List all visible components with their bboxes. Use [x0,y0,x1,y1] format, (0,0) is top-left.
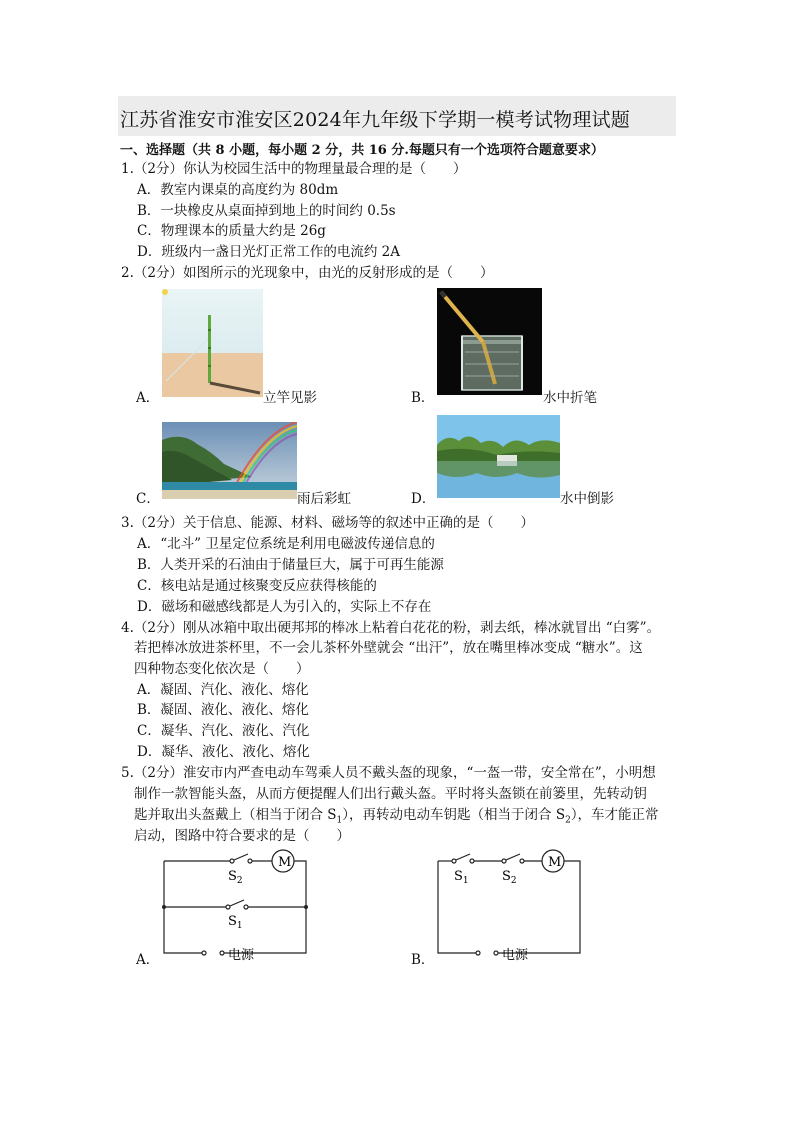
q2-caption-c: 雨后彩虹 [297,491,351,507]
q5-stem-line-2: 制作一款智能头盔，从而方便提醒人们出行戴头盔。平时将头盔锁在前篓里，先转动钥 [134,786,647,802]
q2-letter-d: D． [411,491,436,507]
motor-label: M [548,855,562,870]
circuit-diagram-b [424,845,594,965]
q4-option-a: A．凝固、汽化、液化、熔化 [137,682,309,698]
switch-s2-label: $S_2$ [502,869,517,886]
water-reflection-image [437,415,560,498]
power-source-label: 电源 [228,948,255,963]
q2-caption-b: 水中折笔 [543,390,597,406]
motor-label: M [278,855,292,870]
q5-stem-line-1: 5.（2分）淮安市内严查电动车驾乘人员不戴头盔的现象，“一盔一带，安全常在”，小明想 [121,765,656,781]
q5-letter-a: A． [136,952,160,968]
q5-stem-line-4: 启动，图路中符合要求的是（ ） [134,828,350,844]
q3-option-b: B．人类开采的石油由于储量巨大，属于可再生能源 [137,557,444,573]
pole-shadow-image [162,289,263,397]
q1-option-b: B．一块橡皮从桌面掉到地上的时间约 0.5s [137,203,396,219]
q3-option-d: D．磁场和磁感线都是人为引入的，实际上不存在 [137,599,432,615]
q2-stem: 2.（2分）如图所示的光现象中，由光的反射形成的是（ ） [121,265,494,281]
q4-option-c: C．凝华、汽化、液化、汽化 [137,723,310,739]
q3-option-a: A．“北斗” 卫星定位系统是利用电磁波传递信息的 [137,536,435,552]
rainbow-image [162,422,297,499]
switch-s2-label: $S_2$ [228,869,243,886]
q4-option-d: D．凝华、液化、液化、熔化 [137,744,310,760]
page-title: 江苏省淮安市淮安区2024年九年级下学期一模考试物理试题 [120,109,630,131]
q1-option-d: D．班级内一盏日光灯正常工作的电流约 2A [137,244,400,260]
section-heading: 一、选择题（共 8 小题，每小题 2 分，共 16 分.每题只有一个选项符合题意要求） [120,143,604,158]
q5-stem-line-3: 匙并取出头盔戴上（相当于闭合 $S_1$），再转动电动车钥匙（相当于闭合 $S_2$），车才能正常 [134,807,659,826]
q2-letter-a: A． [136,390,160,406]
q4-stem-line-1: 4.（2分）刚从冰箱中取出硬邦邦的棒冰上粘着白花花的粉，剥去纸，棒冰就冒出 “白雾”。 [121,620,661,636]
q2-letter-c: C． [136,491,160,507]
q3-option-c: C．核电站是通过核聚变反应获得核能的 [137,578,377,594]
q2-caption-a: 立竿见影 [263,390,317,406]
q2-caption-d: 水中倒影 [560,491,614,507]
circuit-diagram-a [150,845,320,965]
q5-letter-b: B． [411,952,435,968]
power-source-label: 电源 [502,948,529,963]
pencil-in-water-image [437,288,542,395]
q3-stem: 3.（2分）关于信息、能源、材料、磁场等的叙述中正确的是（ ） [121,515,534,531]
switch-s1-label: $S_1$ [454,869,469,886]
q1-stem: 1.（2分）你认为校园生活中的物理量最合理的是（ ） [121,161,467,177]
q2-letter-b: B． [411,390,435,406]
switch-s1-label: $S_1$ [228,914,243,931]
q4-stem-line-2: 若把棒冰放进茶杯里，不一会儿茶杯外壁就会 “出汗”，放在嘴里棒冰变成 “糖水”。这 [134,640,643,656]
q4-option-b: B．凝固、液化、液化、熔化 [137,702,309,718]
q4-stem-line-3: 四种物态变化依次是（ ） [134,661,310,677]
q1-option-c: C．物理课本的质量大约是 26g [137,223,326,239]
q1-option-a: A．教室内课桌的高度约为 80dm [137,182,339,198]
